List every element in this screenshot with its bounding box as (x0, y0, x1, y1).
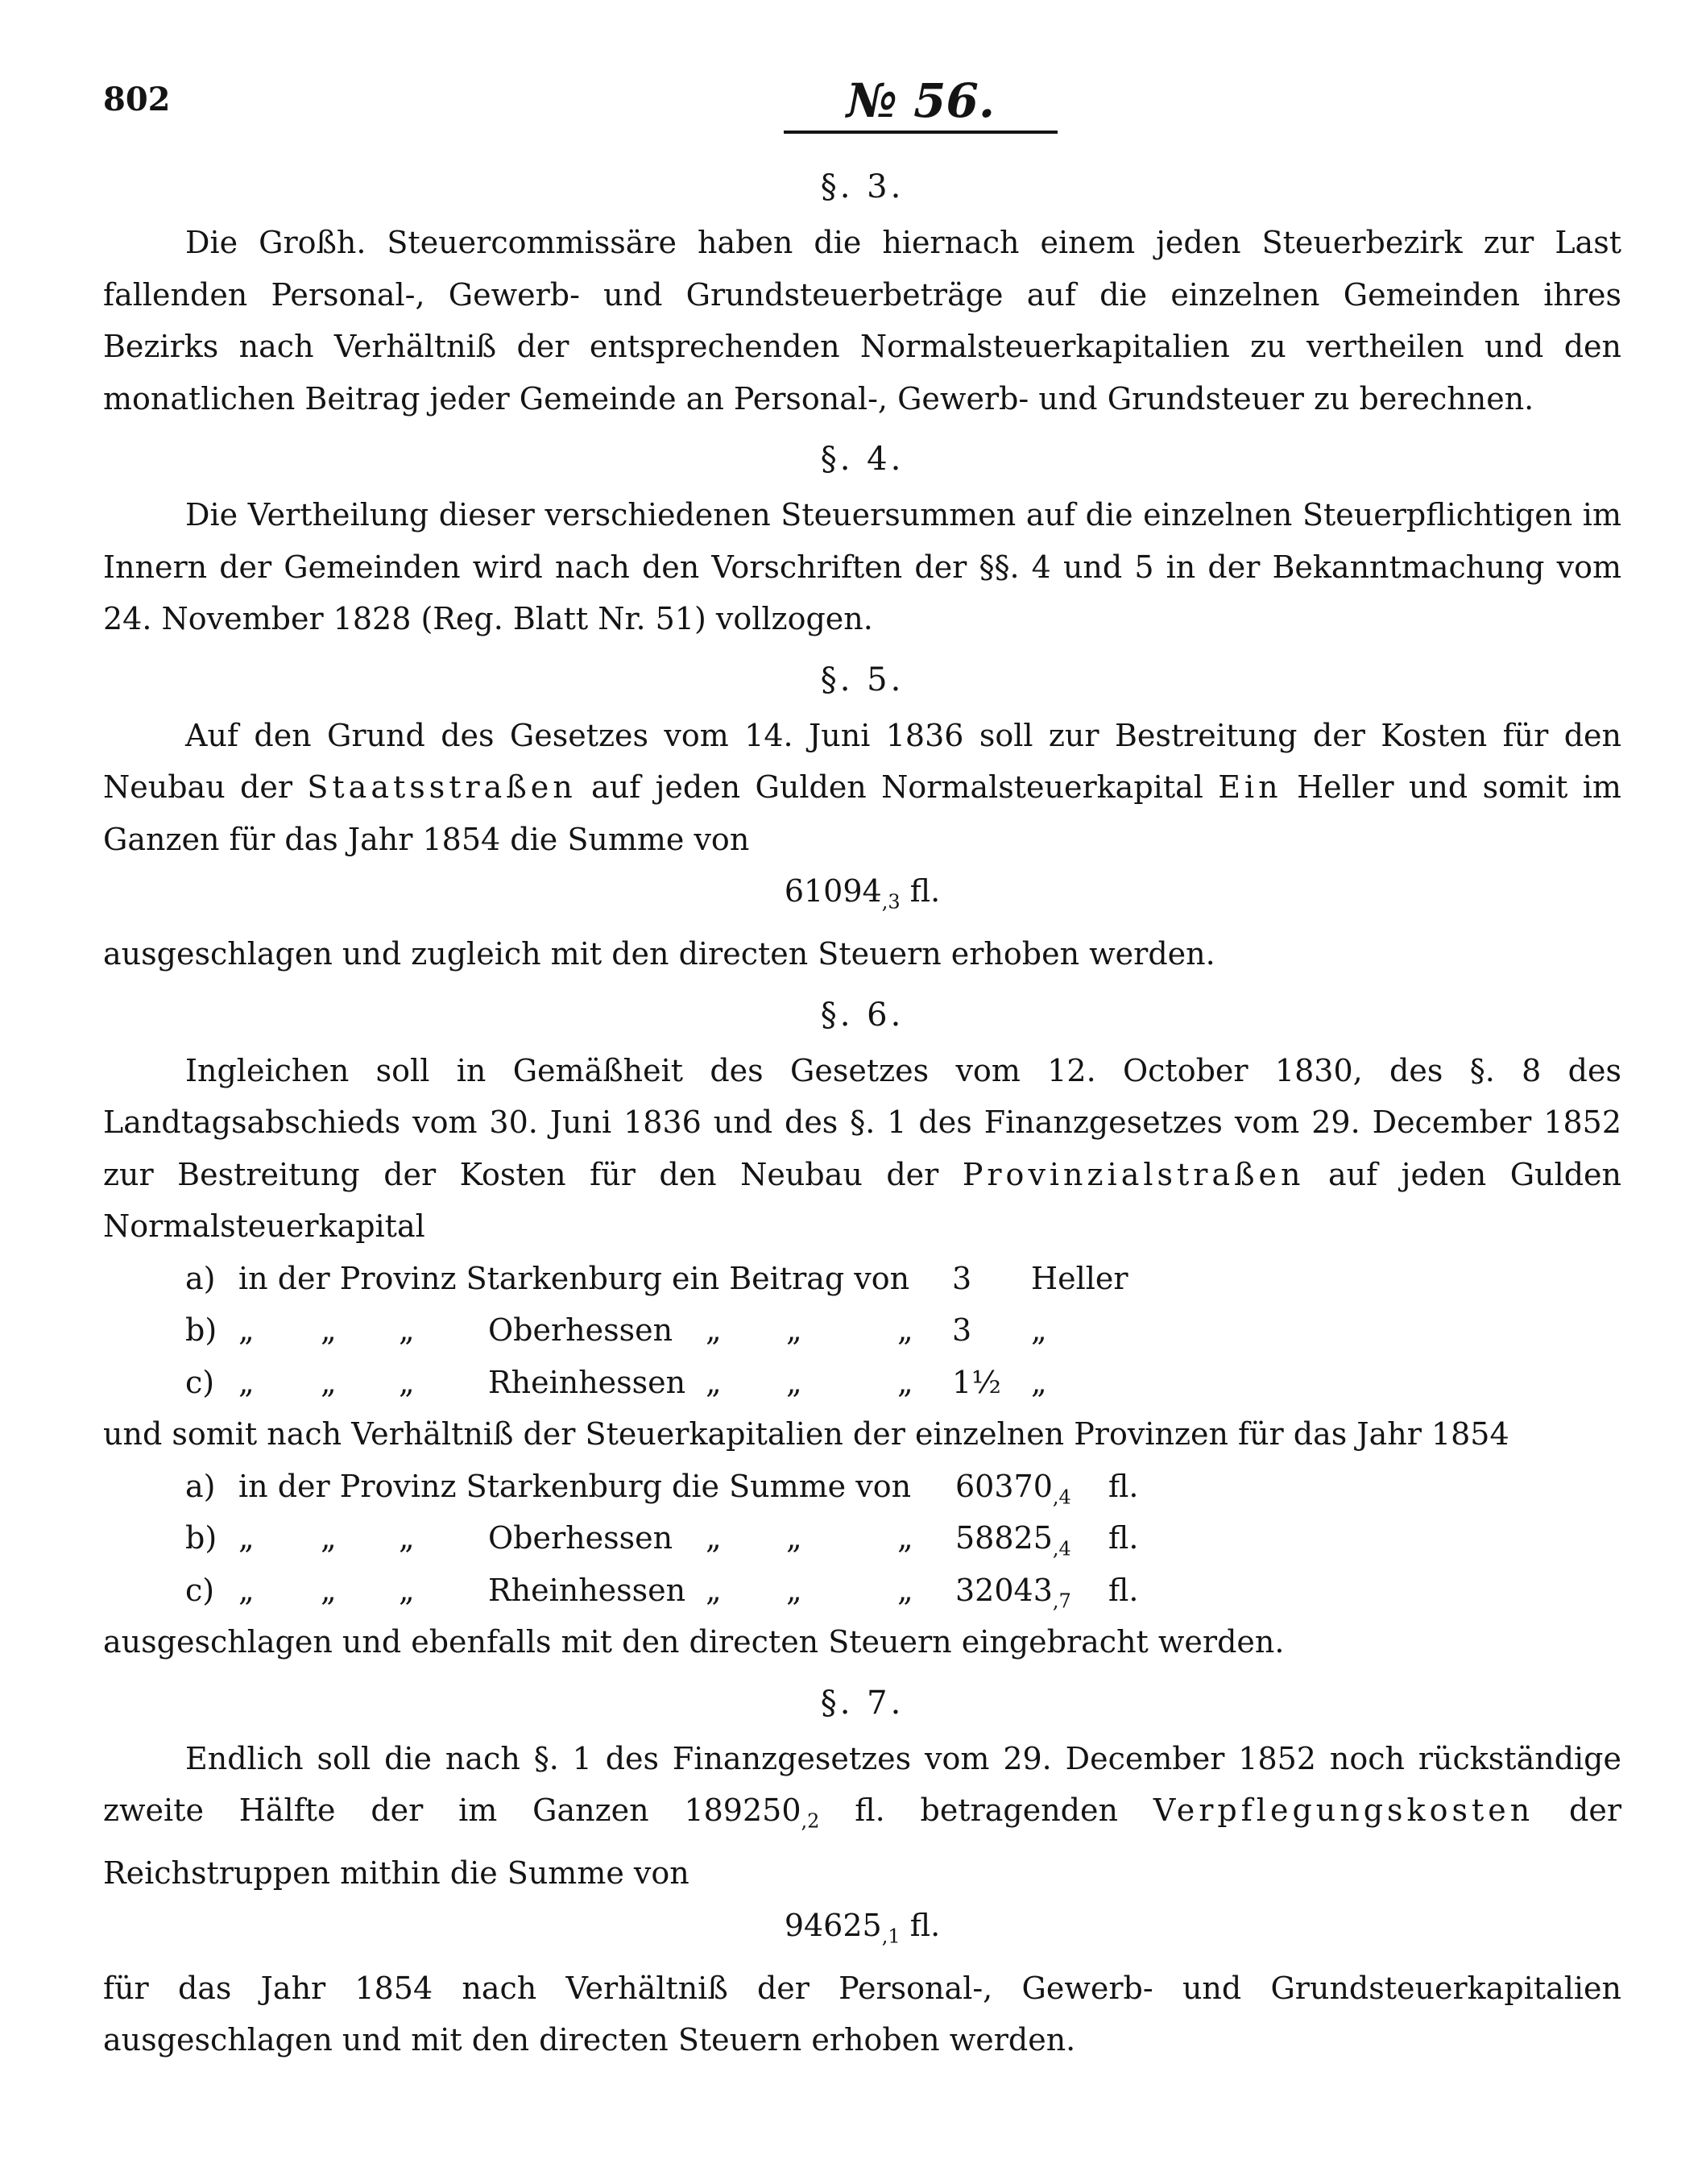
section-6-closing: ausgeschlagen und ebenfalls mit den directen Steuern eingebracht werden. (103, 1624, 1285, 1660)
sum-b-label: b) (185, 1520, 217, 1556)
section-4-heading: §. 4. (820, 441, 905, 478)
sum-row-b (103, 1512, 1621, 1564)
section-5-spaced-staatsstrassen: Staatsstraßen (307, 769, 577, 805)
section-3-heading: §. 3. (820, 168, 905, 205)
ditto-mark: „ (706, 1312, 722, 1349)
ditto-mark: „ (238, 1572, 255, 1608)
ditto-mark: „ (321, 1312, 337, 1349)
sum-b-region: Oberhessen (488, 1520, 673, 1556)
ditto-mark: „ (399, 1520, 415, 1556)
ditto-mark: „ (399, 1312, 415, 1349)
rate-a-label: a) (185, 1260, 216, 1296)
section-5-heading: §. 5. (820, 661, 905, 698)
rate-c-amount: 1½ (952, 1364, 1002, 1400)
rate-b-amount: 3 (952, 1312, 972, 1349)
sum-c-amount (955, 1564, 1071, 1627)
ditto-mark: „ (897, 1520, 913, 1556)
rate-b-unit: „ (1031, 1312, 1047, 1349)
sum-a-sub: ,4 (1052, 1486, 1071, 1509)
ditto-mark: „ (321, 1572, 337, 1608)
section-7-text-a-sub: ,2 (801, 1809, 820, 1833)
section-7-text (103, 1733, 1621, 1900)
section-6-middle: und somit nach Verhältniß der Steuerkapitalien der einzelnen Provinzen für das Jahr 1854 (103, 1416, 1509, 1453)
sum-a-label: a) (185, 1468, 216, 1504)
rate-b-label: b) (185, 1312, 217, 1349)
section-5-text-e: Heller und somit im Ganzen für das Jahr 1854 die Summe von (103, 769, 1621, 857)
rate-c-label: c) (185, 1364, 215, 1400)
page-content (103, 168, 1621, 2066)
ditto-mark: „ (786, 1572, 802, 1608)
rate-a-unit: Heller (1031, 1260, 1128, 1296)
ditto-mark: „ (706, 1572, 722, 1608)
section-5-spaced-ein: Ein (1218, 769, 1282, 805)
rate-row-a (103, 1253, 1621, 1305)
section-5-sum (103, 865, 1621, 928)
ditto-mark: „ (786, 1520, 802, 1556)
section-7-text-a: Endlich soll die nach §. 1 des Finanzgesetzes vom 29. December 1852 noch rückständige zweite Hälfte der im Ganzen 189250 (103, 1740, 1621, 1829)
section-5-text-a: Auf den Grund des Gesetzes vom 14. Juni 1836 soll zur Bestreitung der Kosten für den Neubau der (103, 717, 1621, 805)
section-6-text (103, 1045, 1621, 1253)
sum-c-sub: ,7 (1052, 1589, 1071, 1613)
page-number: 802 (103, 81, 171, 118)
ditto-mark: „ (238, 1520, 255, 1556)
section-7-text-b: fl. betragenden (855, 1792, 1118, 1829)
ditto-mark: „ (399, 1572, 415, 1608)
section-3-text: Die Großh. Steuercommissäre haben die hiernach einem jeden Steuerbezirk zur Last fallenden Personal-, Gewerb- und Grundsteuerbeträge auf die einzelnen Gemeinden ihres Bezirks nach Verhältniß der entsprechenden Normalsteuerkapitalien zu vertheilen und den monatlichen Beitrag jeder Gemeinde an Personal-, Gewerb- und Grundsteuer zu berechnen. (103, 225, 1621, 416)
ditto-mark: „ (399, 1364, 415, 1400)
ditto-mark: „ (706, 1364, 722, 1400)
sum-c-unit: fl. (1108, 1572, 1139, 1608)
section-7-sum-value: 94625 (784, 1907, 882, 1943)
ditto-mark: „ (897, 1364, 913, 1400)
rate-row-c (103, 1357, 1621, 1409)
section-4-text: Die Vertheilung dieser verschiedenen Steuersummen auf die einzelnen Steuerpflichtigen im Innern der Gemeinden wird nach den Vorschriften der §§. 4 und 5 in der Bekanntmachung vom 24. November 1828 (Reg. Blatt Nr. 51) vollzogen. (103, 497, 1621, 636)
section-5-sum-value: 61094 (784, 873, 882, 909)
ditto-mark: „ (786, 1364, 802, 1400)
issue-number: № 56. (784, 74, 1058, 134)
section-7-closing: für das Jahr 1854 nach Verhältniß der Personal-, Gewerb- und Grundsteuerkapitalien ausgeschlagen und mit den directen Steuern erhoben werden. (103, 1970, 1621, 2058)
section-5-text (103, 710, 1621, 866)
ditto-mark: „ (706, 1520, 722, 1556)
section-5-closing: ausgeschlagen und zugleich mit den directen Steuern erhoben werden. (103, 936, 1215, 972)
section-7-text-d: der Reichstruppen mithin die Summe von (103, 1792, 1621, 1892)
ditto-mark: „ (897, 1572, 913, 1608)
section-7-sum (103, 1900, 1621, 1962)
rate-c-region: Rheinhessen (488, 1364, 686, 1400)
ditto-mark: „ (897, 1312, 913, 1349)
section-7-spaced-verpflegungskosten: Verpflegungskosten (1153, 1792, 1534, 1829)
ditto-mark: „ (238, 1364, 255, 1400)
section-6-sum-list (103, 1461, 1621, 1617)
ditto-mark: „ (238, 1312, 255, 1349)
section-7-sum-unit: fl. (909, 1907, 941, 1943)
section-6-heading: §. 6. (820, 996, 905, 1034)
rate-a-amount: 3 (952, 1260, 972, 1296)
sum-row-a (103, 1461, 1621, 1513)
sum-b-unit: fl. (1108, 1520, 1139, 1556)
sum-c-region: Rheinhessen (488, 1572, 686, 1608)
section-5-sum-unit: fl. (909, 873, 941, 909)
section-6-spaced-provinzialstrassen: Provinzialstraßen (962, 1156, 1305, 1192)
ditto-mark: „ (321, 1520, 337, 1556)
sum-b-value: 58825 (955, 1520, 1053, 1556)
sum-b-sub: ,4 (1052, 1537, 1071, 1560)
sum-row-c (103, 1564, 1621, 1617)
section-7-sum-sub: ,1 (881, 1925, 901, 1948)
rate-c-unit: „ (1031, 1364, 1047, 1400)
rate-a-text: in der Provinz Starkenburg ein Beitrag von (238, 1260, 910, 1296)
rate-row-b (103, 1304, 1621, 1357)
sum-a-text: in der Provinz Starkenburg die Summe von (238, 1468, 912, 1504)
section-5-sum-sub: ,3 (881, 890, 901, 914)
section-6-rate-list (103, 1253, 1621, 1409)
ditto-mark: „ (786, 1312, 802, 1349)
sum-a-value: 60370 (955, 1468, 1053, 1504)
rate-b-region: Oberhessen (488, 1312, 673, 1349)
section-5-text-c: auf jeden Gulden Normalsteuerkapital (591, 769, 1203, 805)
section-7-heading: §. 7. (820, 1684, 905, 1722)
section-6-text-c: auf jeden Gulden Normalsteuerkapital (103, 1156, 1621, 1245)
sum-c-value: 32043 (955, 1572, 1053, 1608)
section-6-text-a: Ingleichen soll in Gemäßheit des Gesetzes vom 12. October 1830, des §. 8 des Landtagsabschieds vom 30. Juni 1836 und des §. 1 des Finanzgesetzes vom 29. December 1852 zur Bestreitung der Kosten für den Neubau der (103, 1052, 1621, 1192)
sum-a-unit: fl. (1108, 1468, 1139, 1504)
page-header (103, 74, 1603, 139)
sum-c-label: c) (185, 1572, 215, 1608)
ditto-mark: „ (321, 1364, 337, 1400)
